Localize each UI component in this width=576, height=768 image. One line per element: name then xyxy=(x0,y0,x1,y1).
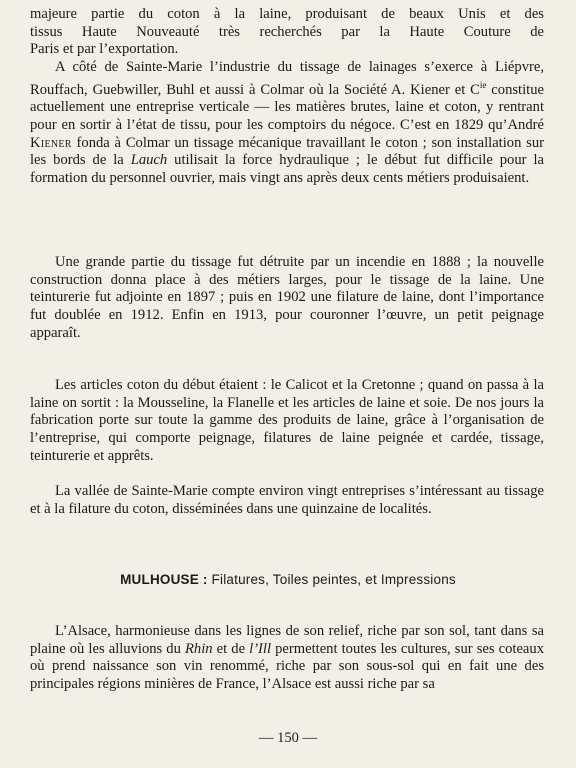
heading-subtitle: Filatures, Toiles peintes, et Impressions xyxy=(207,572,456,587)
p1-name-kiener: Kiener xyxy=(30,134,72,151)
p5-text-a: L’Alsace, harmonieuse dans les lignes de son relief, riche par son sol, tant dans sa plaine où les alluvions du xyxy=(30,623,544,657)
heading-city: MULHOUSE : xyxy=(120,572,208,587)
p1-superscript: ie xyxy=(479,79,487,90)
intro-line-3: Paris et par l’exportation. xyxy=(30,41,179,58)
paragraph-alsace xyxy=(30,623,544,694)
intro-paragraph xyxy=(30,6,544,59)
section-heading xyxy=(0,572,576,587)
p5-text-b: et de xyxy=(212,640,250,657)
paragraph-sainte-marie-valley: La vallée de Sainte-Marie compte environ vingt entreprises s’intéressant au tissage et à la filature du coton, disséminées dans une quinzaine de localités. xyxy=(30,483,544,517)
p5-text-c: permettent toutes les cultures, sur ses coteaux où prend naissance son vin renommé, riche par son sous-sol qui en fait une des principales régions minières de France, l’Alsace est aussi riche par sa xyxy=(30,640,544,693)
intro-line-1: majeure partie du coton à la laine, produisant de beaux Unis et des xyxy=(30,6,544,22)
paragraph-fire-1888: Une grande partie du tissage fut détruite par un incendie en 1888 ; la nouvelle construction donna place à des métiers larges, pour le tissage de la laine. Une teinturerie fut adjointe en 1897 ; puis en 1902 une filature de laine, dont l’importance fut doublée en 1912. Enfin en 1913, pour couronner l’œuvre, un petit peignage apparaît. xyxy=(30,254,544,341)
p1-text-d: utilisait la force hydraulique ; le début fut difficile pour la formation du personnel ouvrier, mais vingt ans après deux cents métiers produisaient. xyxy=(30,152,544,187)
paragraph-articles: Les articles coton du début étaient : le Calicot et la Cretonne ; quand on passa à la laine on sortit : la Mousseline, la Flanelle et les articles de laine et soie. De nos jours la fabrication porte sur toute la gamme des produits de laine, grâce à l’organisation de l’entreprise, qui comporte peignage, filatures de laine peignée et cardée, tissage, teinturerie et apprêts. xyxy=(30,377,544,464)
paragraph-kiener-history xyxy=(30,59,544,188)
p5-river-rhin: Rhin xyxy=(185,640,213,657)
p1-text-b: constitue actuellement une entreprise verticale — les matières brutes, laine et coton, y rentrant pour en sortir à l’état de tissu, pour les comptoirs du négoce. C’est en 1829 qu’André xyxy=(30,81,544,133)
intro-line-2: tissus Haute Nouveauté très recherchés par la Haute Couture de xyxy=(30,23,544,40)
p1-river-lauch: Lauch xyxy=(130,152,168,169)
p1-text-a: A côté de Sainte-Marie l’industrie du tissage de lainages s’exerce à Liépvre, Rouffach, Guebwiller, Buhl et aussi à Colmar où la Société A. Kiener et C xyxy=(30,59,544,98)
page-number: — 150 — xyxy=(259,730,317,746)
p5-river-ill: l’Ill xyxy=(249,640,272,657)
p1-text-c: fonda à Colmar un tissage mécanique travaillant le coton ; son installation sur les bords de la xyxy=(30,134,544,169)
